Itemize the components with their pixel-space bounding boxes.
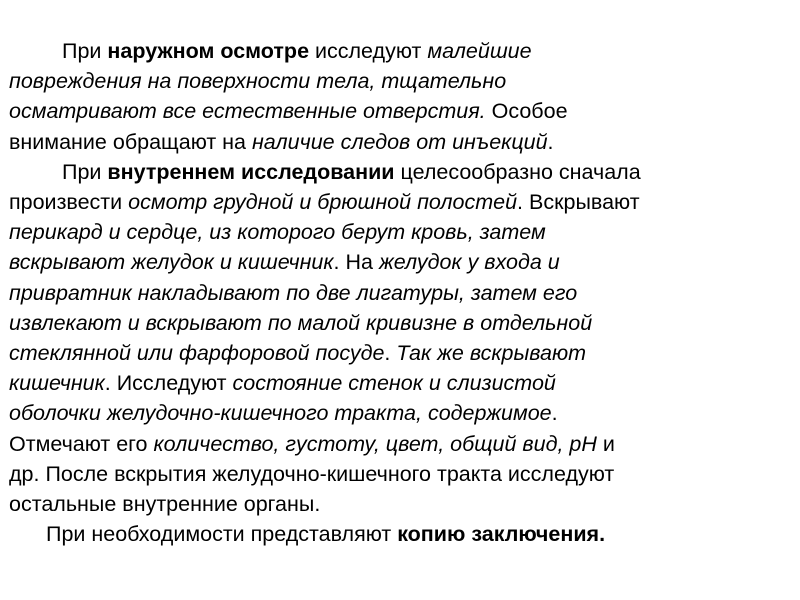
plain-text: .: [384, 341, 397, 365]
plain-text: При: [62, 159, 108, 184]
text-line: [9, 96, 568, 126]
text-line: [9, 187, 640, 217]
text-line: [9, 489, 320, 519]
text-line: [9, 247, 560, 277]
italic-text: извлекают и вскрывают по малой кривизне в отдельной: [9, 310, 593, 335]
italic-text: осматривают все естественные отверстия.: [9, 99, 486, 124]
plain-text: . На: [333, 250, 379, 275]
plain-text: произвести: [9, 190, 129, 214]
text-line: [9, 459, 614, 489]
plain-text: При: [62, 39, 108, 63]
plain-text: внимание обращают на: [9, 129, 252, 154]
bold-text: внутреннем исследовании: [107, 159, 395, 184]
italic-text: состояние стенок и слизистой: [232, 371, 556, 396]
italic-text: оболочки желудочно-кишечного тракта, содержимое: [9, 401, 552, 426]
italic-text: привратник накладывают по две лигатуры, затем его: [9, 280, 578, 305]
plain-text: Отмечают его: [9, 431, 154, 456]
text-line: [9, 308, 592, 338]
text-line: [46, 519, 605, 549]
bold-text: наружном осмотре: [107, 39, 310, 63]
plain-text: исследуют: [309, 39, 428, 63]
italic-text: стеклянной или фарфоровой посуде: [9, 341, 385, 365]
plain-text: . Вскрывают: [517, 190, 640, 214]
bold-text: копию заключения.: [397, 522, 606, 547]
plain-text: . Исследуют: [104, 371, 233, 396]
text-line: [9, 368, 556, 398]
plain-text: .: [551, 401, 558, 426]
text-line: [9, 398, 558, 428]
plain-text: остальные внутренние органы.: [9, 492, 321, 516]
text-line: [9, 66, 506, 96]
plain-text: целесообразно сначала: [394, 159, 641, 184]
plain-text: .: [547, 129, 554, 154]
italic-text: осмотр грудной и брюшной полостей: [128, 190, 518, 214]
italic-text: повреждения на поверхности тела, тщательно: [9, 69, 507, 94]
text-line: [62, 36, 532, 66]
text-line: [9, 217, 546, 247]
italic-text: желудок у входа и: [378, 250, 560, 275]
text-line: [9, 338, 586, 368]
text-line: [9, 278, 577, 308]
italic-text: вскрывают желудок и кишечник: [9, 250, 334, 275]
italic-text: перикард и сердце, из которого берут кровь, затем: [9, 220, 546, 245]
italic-text: количество, густоту, цвет, общий вид, pH: [153, 431, 597, 456]
plain-text: и: [596, 431, 615, 456]
italic-text: наличие следов от инъекций: [251, 129, 548, 154]
plain-text: др. После вскрытия желудочно-кишечного тракта исследуют: [9, 461, 615, 486]
text-line: [9, 429, 615, 459]
plain-text: При необходимости представляют: [46, 522, 398, 547]
text-line: [9, 127, 554, 157]
italic-text: кишечник: [9, 371, 105, 396]
italic-text: малейшие: [427, 39, 532, 63]
text-line: [62, 157, 641, 187]
italic-text: Так же вскрывают: [396, 341, 587, 365]
plain-text: Особое: [485, 99, 568, 124]
